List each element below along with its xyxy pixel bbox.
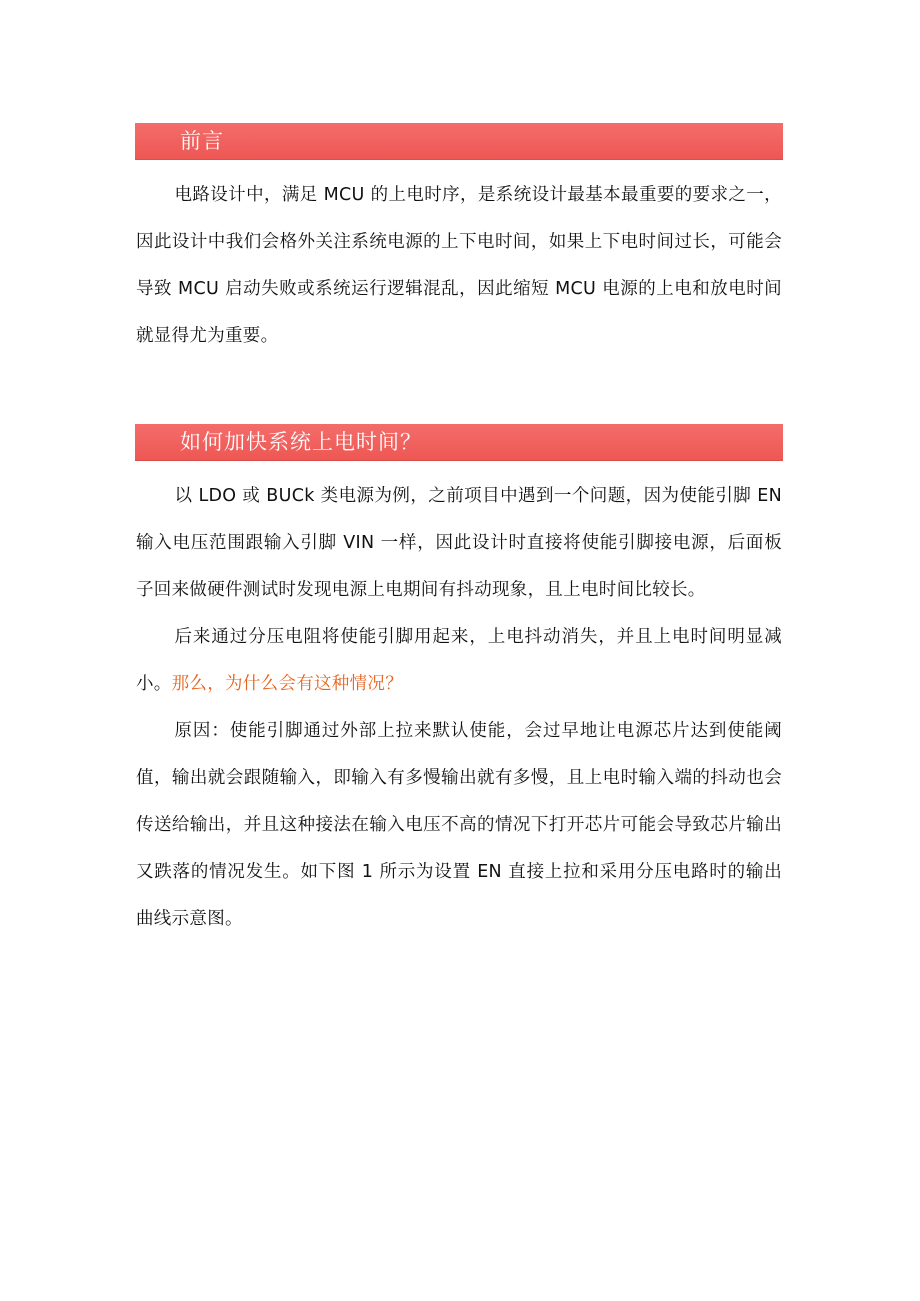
paragraph-result: [136, 614, 782, 708]
section-title: 前言: [180, 129, 224, 153]
paragraph-result-text: 后来通过分压电阻将使能引脚用起来，上电抖动消失，并且上电时间明显减小。: [136, 627, 782, 694]
paragraph-reason: 原因：使能引脚通过外部上拉来默认使能，会过早地让电源芯片达到使能阈值，输出就会跟随输入，即输入有多慢输出就有多慢，且上电时输入端的抖动也会传送给输出，并且这种接法在输入电压不高的情况下打开芯片可能会导致芯片输出又跌落的情况发生。如下图 1 所示为设置 EN 直接上拉和采用分压电路时的输出曲线示意图。: [136, 721, 782, 929]
section-header-speed-up: [135, 424, 783, 461]
section-header-preface: [135, 123, 783, 160]
paragraph-example: 以 LDO 或 BUCk 类电源为例，之前项目中遇到一个问题，因为使能引脚 EN 输入电压范围跟输入引脚 VIN 一样，因此设计时直接将使能引脚接电源，后面板子回来做硬件测试时发现电源上电期间有抖动现象，且上电时间比较长。: [136, 486, 782, 600]
highlight-question: 那么，为什么会有这种情况？: [171, 674, 404, 694]
section-title: 如何加快系统上电时间？: [180, 430, 422, 454]
paragraph-preface: 电路设计中，满足 MCU 的上电时序，是系统设计最基本最重要的要求之一，因此设计中我们会格外关注系统电源的上下电时间，如果上下电时间过长，可能会导致 MCU 启动失败或系统运行逻辑混乱，因此缩短 MCU 电源的上电和放电时间就显得尤为重要。: [136, 185, 782, 346]
